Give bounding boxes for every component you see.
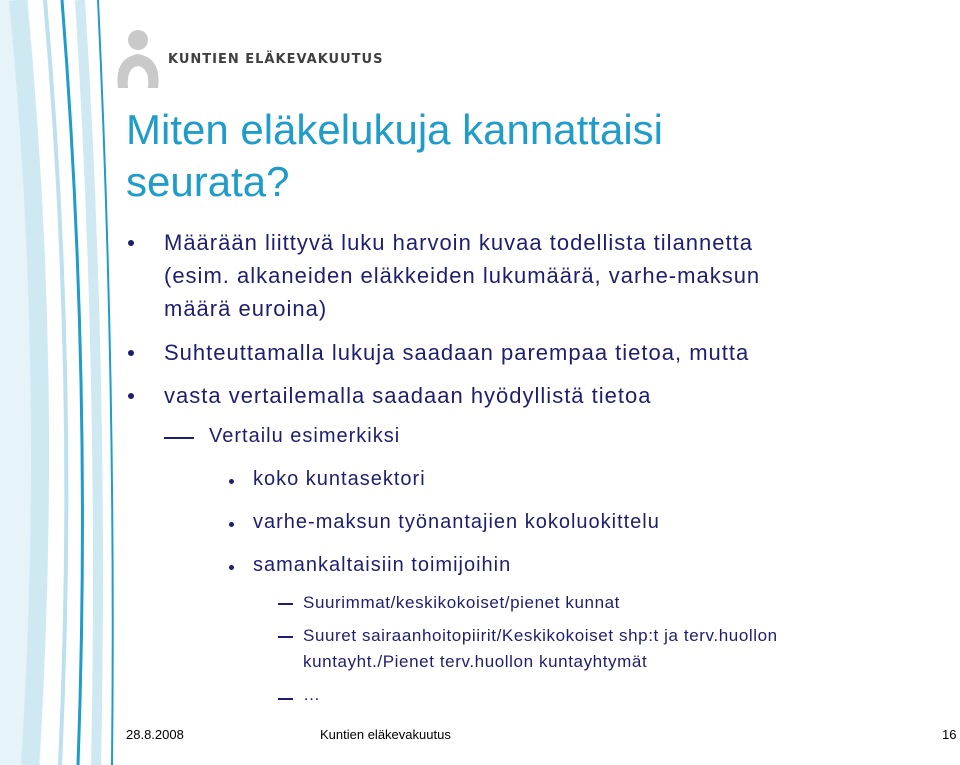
dash-2 xyxy=(278,603,293,605)
bullet-dot-2 xyxy=(128,350,134,356)
bullet-1-line-1: Määrään liittyvä luku harvoin kuvaa todellista tilannetta xyxy=(164,230,753,255)
sub-heading: Vertailu esimerkiksi xyxy=(209,425,401,447)
sub-sub-item-2-line-2: kuntayht./Pienet terv.huollon kuntayhtymät xyxy=(303,652,648,671)
footer-org: Kuntien eläkevakuutus xyxy=(320,727,451,742)
bullet-1-line-3: määrä euroina) xyxy=(164,296,328,321)
dash-3 xyxy=(278,636,293,638)
sub-sub-item-1: Suurimmat/keskikokoiset/pienet kunnat xyxy=(303,593,621,612)
sub-bullet-2: varhe-maksun työnantajien kokoluokittelu xyxy=(253,511,660,533)
dash-4 xyxy=(278,698,293,700)
slide-title-line-1: Miten eläkelukuja kannattaisi xyxy=(126,106,663,153)
sub-sub-item-2-line-1: Suuret sairaanhoitopiirit/Keskikokoiset shp:t ja terv.huollon xyxy=(303,626,778,645)
logo-text: KUNTIEN ELÄKEVAKUUTUS xyxy=(168,51,384,67)
slide-title-line-2: seurata? xyxy=(126,158,290,205)
footer-date: 28.8.2008 xyxy=(126,727,184,742)
bullet-dot-3 xyxy=(128,393,134,399)
sub-bullet-dot-1 xyxy=(229,479,234,484)
sub-bullet-dot-3 xyxy=(229,565,234,570)
footer-page-number: 16 xyxy=(942,727,957,742)
bullet-dot-1 xyxy=(128,240,134,246)
bullet-2: Suhteuttamalla lukuja saadaan parempaa tietoa, mutta xyxy=(164,340,750,365)
dash-1 xyxy=(164,437,194,439)
bullet-1-line-2: (esim. alkaneiden eläkkeiden lukumäärä, varhe-maksun xyxy=(164,263,761,288)
bullet-3: vasta vertailemalla saadaan hyödyllistä tietoa xyxy=(164,383,652,408)
sub-bullet-dot-2 xyxy=(229,522,234,527)
sub-bullet-1: koko kuntasektori xyxy=(253,468,426,490)
sub-sub-item-3: … xyxy=(303,685,321,704)
sub-bullet-3: samankaltaisiin toimijoihin xyxy=(253,554,512,576)
